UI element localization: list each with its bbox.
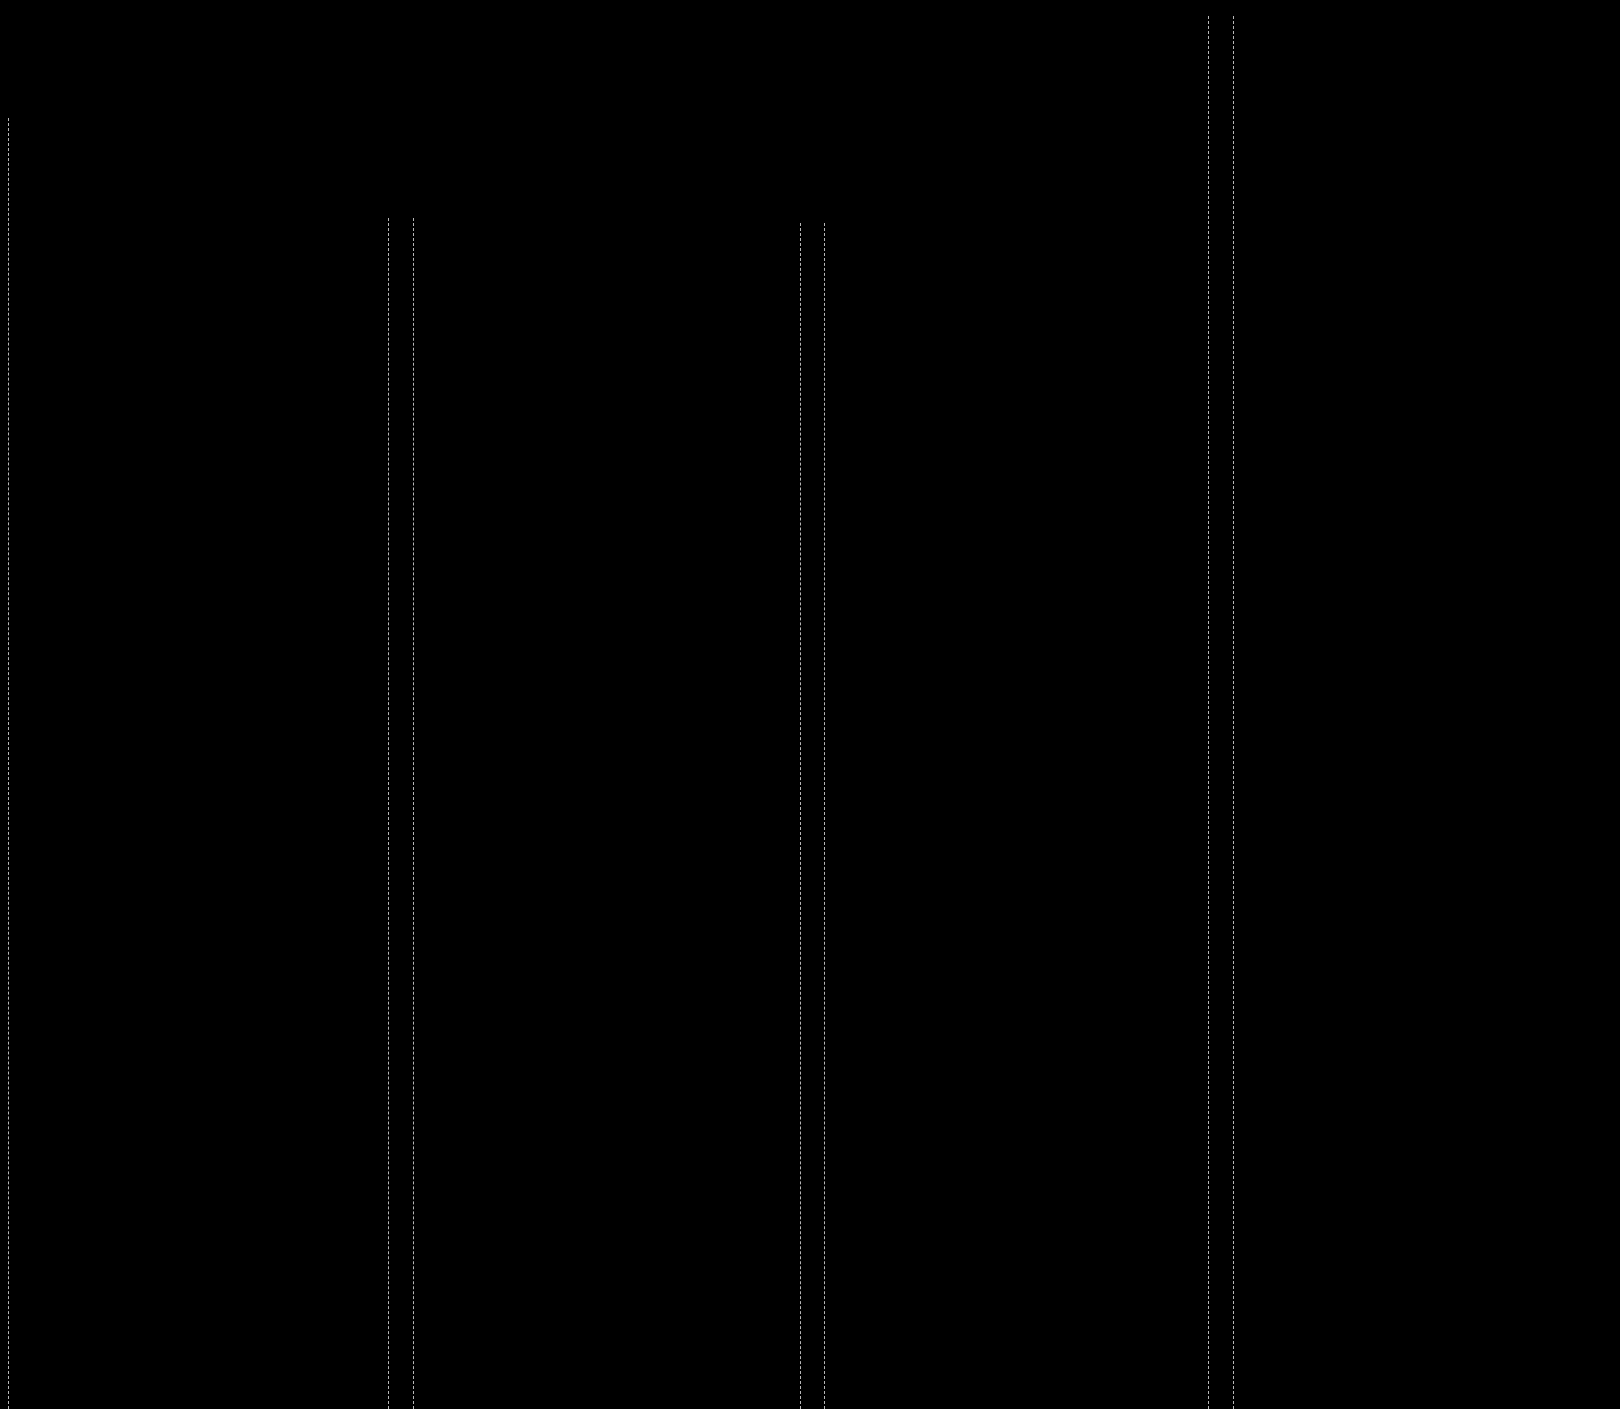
guide-line-5 (824, 223, 825, 1409)
guide-line-6 (1208, 16, 1209, 1409)
guide-line-4 (800, 223, 801, 1409)
guide-line-1 (8, 118, 9, 1409)
guide-line-3 (413, 218, 414, 1409)
guide-line-7 (1233, 16, 1234, 1409)
guide-line-2 (388, 218, 389, 1409)
